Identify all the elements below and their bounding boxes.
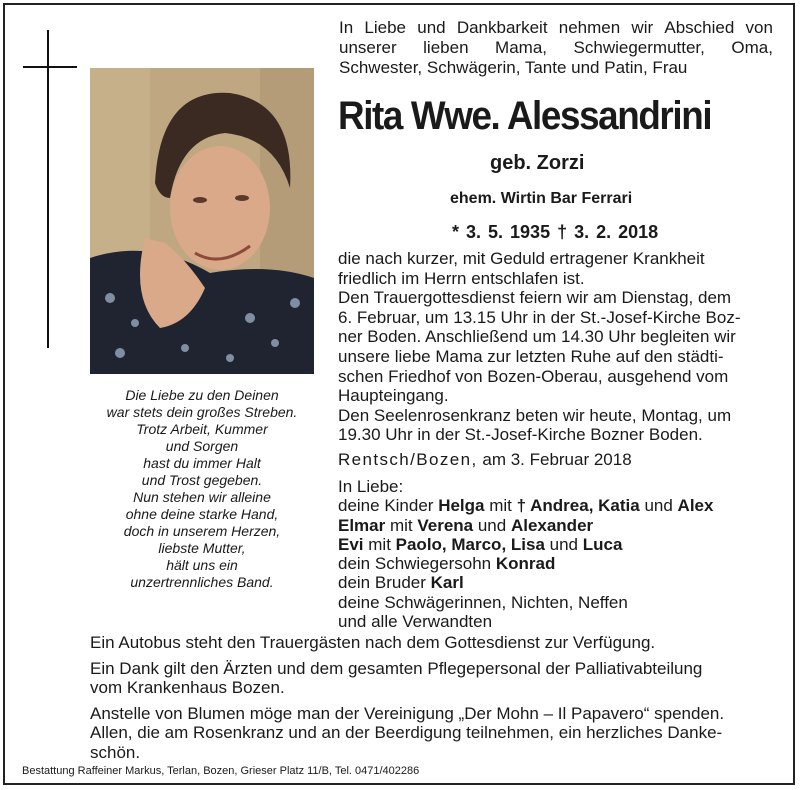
family-label: In Liebe: [338, 477, 404, 496]
poem-line: und Sorgen [165, 438, 239, 454]
family-text: dein Bruder [338, 573, 431, 593]
family-line [338, 516, 713, 535]
intro-text [339, 18, 773, 78]
announcement-body [338, 249, 772, 445]
place: Rentsch/Bozen, [338, 450, 478, 469]
body-line: Den Seelenrosenkranz beten wir heute, Montag, um [338, 405, 732, 425]
family-text: und [639, 496, 678, 516]
cross-icon-bar [23, 66, 77, 68]
family-text: und [544, 534, 583, 554]
thanks-note: vom Krankenhaus Bozen. [90, 678, 285, 698]
family-name: Alexander [510, 515, 594, 535]
intro-word: und [417, 18, 446, 37]
body-line: Haupteingang. [338, 386, 449, 406]
deceased-name: Rita Wwe. Alessandrini [338, 94, 712, 138]
family-name: Elmar [338, 515, 386, 535]
poem-line: liebste Mutter, [158, 540, 246, 556]
family-text: deine Kinder [338, 496, 439, 516]
intro-line: Schwester, Schwägerin, Tante und Patin, Frau [339, 58, 688, 77]
family-name: Luca [582, 534, 623, 554]
occupation: ehem. Wirtin Bar Ferrari [450, 190, 633, 207]
family-name: Evi [338, 534, 364, 554]
intro-word: Liebe [364, 18, 407, 37]
donation-note: Allen, die am Rosenkranz und an der Beerdigung teilnehmen, ein herzliches Danke- [90, 723, 723, 743]
portrait-photo [90, 68, 314, 374]
poem-line: Trotz Arbeit, Kummer [136, 421, 268, 437]
family-text: mit [363, 534, 396, 554]
poem-line: Die Liebe zu den Deinen [125, 387, 279, 403]
family-text: mit [484, 496, 517, 516]
family-name: Alex [677, 496, 714, 516]
intro-word: Dankbarkeit [456, 18, 548, 37]
body-line: ner Boden. Anschließend um 14.30 Uhr begleiten wir [338, 327, 736, 347]
poem-line: unzertrennliches Band. [130, 574, 274, 590]
life-dates: * 3. 5. 1935 † 3. 2. 2018 [452, 222, 659, 242]
body-line: die nach kurzer, mit Geduld ertragener Krankheit [338, 249, 705, 268]
poem-line: hält uns ein [166, 557, 238, 573]
thanks-note: Ein Dank gilt den Ärzten und dem gesamten Pflegepersonal der Palliativabteilung [90, 658, 703, 678]
closing-notes [90, 633, 774, 763]
body-line: 6. Februar, um 13.15 Uhr in der St.-Josef-Kirche Boz- [338, 307, 741, 327]
body-line: 19.30 Uhr in der St.-Josef-Kirche Bozner Boden. [338, 425, 703, 445]
family-name: Helga [438, 496, 485, 516]
intro-word: unserer [339, 38, 397, 57]
intro-word: Mama, [495, 38, 548, 57]
family-line [338, 554, 713, 573]
family-name: Karl [430, 573, 464, 593]
date: am 3. Februar 2018 [482, 450, 632, 469]
memorial-poem [84, 387, 320, 591]
family-name: Verena [417, 515, 474, 535]
cross-icon [47, 30, 49, 348]
intro-word: wir [631, 18, 654, 37]
family-name: † Andrea, Katia [516, 496, 640, 516]
intro-word: Oma, [731, 38, 773, 57]
body-line: unsere liebe Mama zur letzten Ruhe auf den städti- [338, 346, 724, 366]
funeral-home-footer: Bestattung Raffeiner Markus, Terlan, Bozen, Grieser Platz 11/B, Tel. 0471/402286 [22, 765, 420, 777]
family-text: und [473, 515, 511, 535]
poem-line: Nun stehen wir alleine [133, 489, 271, 505]
family-line [338, 496, 713, 515]
intro-word: Abschied [664, 18, 735, 37]
intro-word: In [339, 18, 354, 37]
body-line: friedlich im Herrn entschlafen ist. [338, 268, 585, 288]
family-name: Konrad [495, 554, 556, 574]
intro-word: lieben [423, 38, 469, 57]
intro-word: nehmen [558, 18, 621, 37]
family-text: dein Schwiegersohn [338, 554, 496, 574]
family-line [338, 535, 713, 554]
donation-note: Anstelle von Blumen möge man der Vereinigung „Der Mohn – Il Papavero“ spenden. [90, 703, 725, 723]
poem-line: hast du immer Halt [143, 455, 261, 471]
poem-line: und Trost gegeben. [141, 472, 263, 488]
body-line: Den Trauergottesdienst feiern wir am Dienstag, dem [338, 288, 732, 308]
place-date [338, 450, 632, 470]
intro-line [339, 38, 773, 58]
birth-name: geb. Zorzi [490, 152, 585, 174]
family-text: mit [385, 515, 418, 535]
family-line: deine Schwägerinnen, Nichten, Neffen [338, 592, 628, 612]
family-name: Paolo, Marco, Lisa [395, 534, 545, 554]
body-line: schen Friedhof von Bozen-Oberau, ausgehend vom [338, 366, 729, 386]
intro-line [339, 18, 773, 38]
bus-note: Ein Autobus steht den Trauergästen nach dem Gottesdienst zur Verfügung. [90, 633, 656, 652]
family-line: und alle Verwandten [338, 612, 493, 632]
poem-line: war stets dein großes Streben. [106, 404, 298, 420]
family-list [338, 477, 713, 631]
family-line [338, 573, 713, 592]
poem-line: doch in unserem Herzen, [123, 523, 281, 539]
intro-word: von [745, 18, 773, 37]
poem-line: ohne deine starke Hand, [125, 506, 279, 522]
intro-word: Schwiegermutter, [573, 38, 705, 57]
donation-note: schön. [90, 742, 141, 762]
